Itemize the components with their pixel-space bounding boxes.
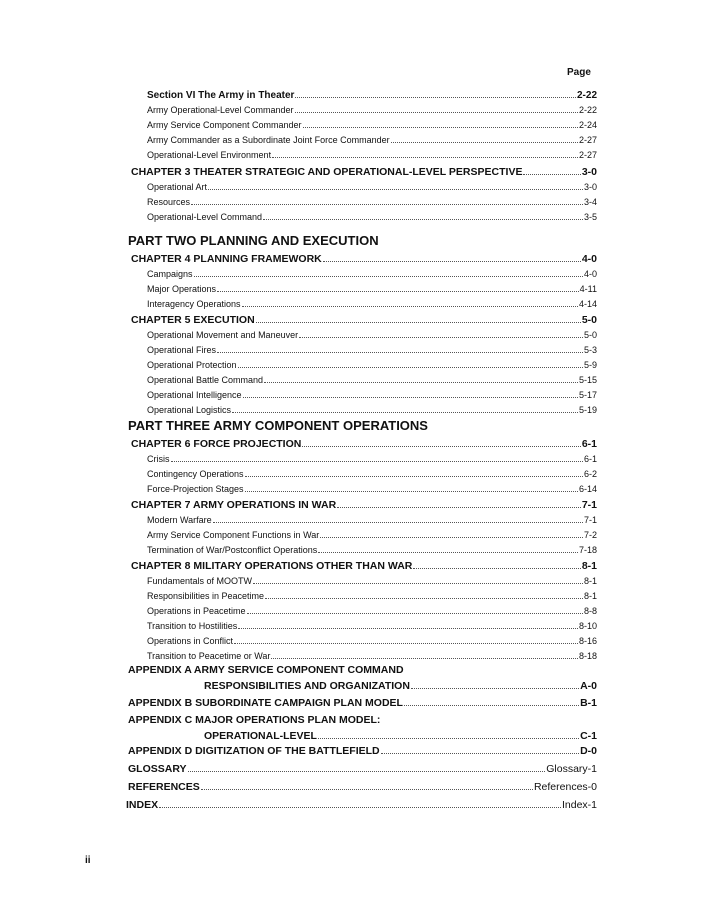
toc-entry[interactable] [131, 253, 597, 269]
toc-entry-title: Operational-Level Environment [147, 150, 272, 160]
toc-entry-title: Operational Logistics [147, 405, 232, 415]
page-column-header: Page [567, 67, 591, 78]
toc-entry[interactable] [131, 166, 597, 182]
toc-entry-title: Operational Protection [147, 360, 237, 370]
toc-page-number: 3-4 [583, 197, 597, 207]
toc-page-number: 8-16 [578, 636, 597, 646]
toc-page-number: 2-22 [576, 90, 597, 101]
dot-leader [234, 643, 578, 644]
toc-entry[interactable] [147, 120, 597, 134]
toc-page-number: 8-1 [581, 560, 597, 572]
toc-page-number: 8-8 [583, 606, 597, 616]
part-heading-part-two-planning-and-execution: PART TWO PLANNING AND EXECUTION [128, 233, 379, 248]
toc-page-number: 6-14 [578, 484, 597, 494]
dot-leader [271, 658, 578, 659]
toc-page-number: 5-3 [583, 345, 597, 355]
toc-entry-title: Modern Warfare [147, 515, 212, 525]
toc-page-number: C-1 [580, 730, 597, 742]
toc-page-number: 7-2 [583, 530, 597, 540]
toc-entry-title: Termination of War/Postconflict Operations [147, 545, 318, 555]
toc-entry-title: Operational-Level Command [147, 212, 263, 222]
toc-entry[interactable] [147, 345, 597, 359]
dot-leader [295, 112, 578, 113]
toc-entry[interactable] [131, 560, 597, 576]
toc-entry-title: Section VI The Army in Theater [147, 90, 295, 101]
toc-page-number: D-0 [580, 745, 597, 757]
toc-entry-title: APPENDIX D DIGITIZATION OF THE BATTLEFIELD [128, 745, 380, 757]
dot-leader [404, 705, 579, 706]
toc-entry-title: Operational Fires [147, 345, 217, 355]
dot-leader [208, 189, 583, 190]
toc-page-number: 5-0 [581, 314, 597, 326]
toc-entry[interactable] [128, 697, 597, 713]
dot-leader [303, 127, 578, 128]
toc-page-number: 8-1 [583, 576, 597, 586]
toc-page-number: 4-0 [583, 269, 597, 279]
toc-entry-title-appendix-a-army-service-component-comman: APPENDIX A ARMY SERVICE COMPONENT COMMAND [128, 664, 404, 676]
toc-entry-title: REFERENCES [128, 781, 200, 793]
toc-page-number: 6-2 [583, 469, 597, 479]
toc-entry[interactable] [147, 299, 597, 313]
toc-entry-title: Contingency Operations [147, 469, 244, 479]
toc-entry[interactable] [147, 360, 597, 374]
dot-leader [302, 446, 580, 447]
toc-entry-title: Major Operations [147, 284, 217, 294]
toc-page-number: 4-11 [579, 284, 597, 294]
toc-entry-title: Operational Movement and Maneuver [147, 330, 299, 340]
toc-page-number: Index-1 [561, 799, 597, 811]
toc-entry[interactable] [147, 530, 597, 544]
toc-entry[interactable] [147, 182, 597, 196]
dot-leader [245, 491, 578, 492]
toc-entry[interactable] [147, 330, 597, 344]
toc-entry-title: RESPONSIBILITIES AND ORGANIZATION [204, 680, 410, 692]
toc-entry[interactable] [128, 763, 597, 779]
toc-entry[interactable] [204, 680, 597, 696]
toc-entry-title: CHAPTER 6 FORCE PROJECTION [131, 438, 302, 450]
dot-leader [264, 382, 578, 383]
toc-entry-title: CHAPTER 3 THEATER STRATEGIC AND OPERATIONAL-LEVEL PERSPECTIVE [131, 166, 523, 178]
toc-entry[interactable] [147, 375, 597, 389]
toc-entry[interactable] [204, 730, 597, 746]
toc-page-number: 8-18 [578, 651, 597, 661]
toc-entry[interactable] [147, 135, 597, 149]
toc-entry-title: OPERATIONAL-LEVEL [204, 730, 317, 742]
toc-entry[interactable] [126, 799, 597, 815]
toc-entry[interactable] [147, 576, 597, 590]
dot-leader [299, 337, 583, 338]
dot-leader [243, 397, 578, 398]
dot-leader [381, 753, 579, 754]
toc-entry[interactable] [147, 484, 597, 498]
toc-entry-title: GLOSSARY [128, 763, 187, 775]
dot-leader [194, 276, 583, 277]
toc-entry-title: Army Operational-Level Commander [147, 105, 294, 115]
dot-leader [411, 688, 579, 689]
toc-entry[interactable] [128, 781, 597, 797]
toc-entry-title: Resources [147, 197, 191, 207]
toc-entry[interactable] [147, 545, 597, 559]
part-heading-part-three-army-component-operations: PART THREE ARMY COMPONENT OPERATIONS [128, 418, 428, 433]
toc-entry[interactable] [147, 284, 597, 298]
toc-page-number: B-1 [580, 697, 597, 709]
toc-entry-title: Operational Intelligence [147, 390, 242, 400]
toc-entry[interactable] [147, 515, 597, 529]
toc-entry[interactable] [131, 314, 597, 330]
toc-page-number: 6-1 [583, 454, 597, 464]
toc-entry[interactable] [147, 469, 597, 483]
dot-leader [263, 219, 583, 220]
dot-leader [391, 142, 578, 143]
toc-entry[interactable] [147, 105, 597, 119]
toc-page-number: 3-0 [581, 166, 597, 178]
dot-leader [523, 174, 580, 175]
toc-entry[interactable] [147, 212, 597, 226]
toc-page-number: 2-27 [578, 135, 597, 145]
toc-page-number: A-0 [580, 680, 597, 692]
toc-page-number: 7-18 [578, 545, 597, 555]
toc-page-number: References-0 [533, 781, 597, 793]
dot-leader [201, 789, 533, 790]
toc-entry[interactable] [147, 197, 597, 211]
toc-page-number: 8-1 [583, 591, 597, 601]
toc-entry-title: Transition to Hostilities [147, 621, 238, 631]
toc-page-number: 5-19 [578, 405, 597, 415]
toc-page-number: 5-0 [583, 330, 597, 340]
toc-page-number: 7-1 [581, 499, 597, 511]
dot-leader [238, 367, 583, 368]
toc-entry-title-appendix-c-major-operations-plan-model: APPENDIX C MAJOR OPERATIONS PLAN MODEL: [128, 714, 381, 726]
toc-page-number: 5-9 [583, 360, 597, 370]
toc-entry-title: Operational Art [147, 182, 208, 192]
toc-page-number: 4-0 [581, 253, 597, 265]
toc-page-number: 3-0 [583, 182, 597, 192]
dot-leader [242, 306, 578, 307]
dot-leader [217, 352, 583, 353]
toc-entry-title: Responsibilities in Peacetime [147, 591, 265, 601]
dot-leader [217, 291, 579, 292]
toc-page-number: 5-15 [578, 375, 597, 385]
toc-entry-title: CHAPTER 7 ARMY OPERATIONS IN WAR [131, 499, 337, 511]
page-number: ii [85, 855, 91, 866]
toc-entry-title: Operations in Conflict [147, 636, 234, 646]
dot-leader [323, 261, 581, 262]
toc-entry-title: Interagency Operations [147, 299, 241, 309]
toc-entry[interactable] [147, 454, 597, 468]
toc-page-number: 4-14 [578, 299, 597, 309]
toc-entry[interactable] [147, 621, 597, 635]
toc-entry[interactable] [147, 390, 597, 404]
dot-leader [256, 322, 581, 323]
toc-entry[interactable] [131, 438, 597, 454]
dot-leader [318, 552, 578, 553]
dot-leader [320, 537, 583, 538]
toc-page-number: Glossary-1 [546, 763, 597, 775]
toc-entry[interactable] [147, 651, 597, 665]
toc-entry[interactable] [147, 90, 597, 105]
toc-page-number: 8-10 [578, 621, 597, 631]
toc-page-number: 3-5 [583, 212, 597, 222]
toc-entry-title: CHAPTER 4 PLANNING FRAMEWORK [131, 253, 322, 265]
toc-entry-title: Army Commander as a Subordinate Joint Force Commander [147, 135, 390, 145]
dot-leader [188, 771, 546, 772]
dot-leader [245, 476, 583, 477]
toc-entry-title: INDEX [126, 799, 159, 811]
toc-entry-title: APPENDIX B SUBORDINATE CAMPAIGN PLAN MODEL [128, 697, 403, 709]
toc-entry[interactable] [147, 150, 597, 164]
dot-leader [247, 613, 583, 614]
toc-entry-title: Campaigns [147, 269, 193, 279]
dot-leader [232, 412, 578, 413]
toc-entry-title: Operational Battle Command [147, 375, 264, 385]
toc-entry[interactable] [131, 499, 597, 515]
dot-leader [159, 807, 561, 808]
toc-entry[interactable] [128, 745, 597, 761]
toc-entry-title: CHAPTER 5 EXECUTION [131, 314, 255, 326]
toc-entry[interactable] [147, 636, 597, 650]
toc-page-number: 7-1 [583, 515, 597, 525]
dot-leader [265, 598, 583, 599]
dot-leader [238, 628, 578, 629]
toc-entry-title: Fundamentals of MOOTW [147, 576, 253, 586]
toc-entry-title: Operations in Peacetime [147, 606, 246, 616]
toc-entry[interactable] [147, 606, 597, 620]
toc-page-number: 5-17 [578, 390, 597, 400]
dot-leader [213, 522, 583, 523]
toc-entry-title: Army Service Component Functions in War [147, 530, 320, 540]
dot-leader [295, 97, 576, 98]
toc-entry-title: Crisis [147, 454, 170, 464]
dot-leader [191, 204, 583, 205]
toc-page-number: 6-1 [581, 438, 597, 450]
toc-entry[interactable] [147, 405, 597, 419]
dot-leader [253, 583, 583, 584]
toc-entry-title: Army Service Component Commander [147, 120, 302, 130]
toc-page-number: 2-27 [578, 150, 597, 160]
toc-page-number: 2-22 [578, 105, 597, 115]
toc-entry-title: Transition to Peacetime or War [147, 651, 271, 661]
dot-leader [337, 507, 581, 508]
toc-entry[interactable] [147, 269, 597, 283]
dot-leader [413, 568, 580, 569]
toc-entry-title: CHAPTER 8 MILITARY OPERATIONS OTHER THAN WAR [131, 560, 413, 572]
dot-leader [318, 738, 579, 739]
toc-entry-title: Force-Projection Stages [147, 484, 244, 494]
dot-leader [272, 157, 578, 158]
dot-leader [171, 461, 583, 462]
toc-entry[interactable] [147, 591, 597, 605]
toc-page-number: 2-24 [578, 120, 597, 130]
